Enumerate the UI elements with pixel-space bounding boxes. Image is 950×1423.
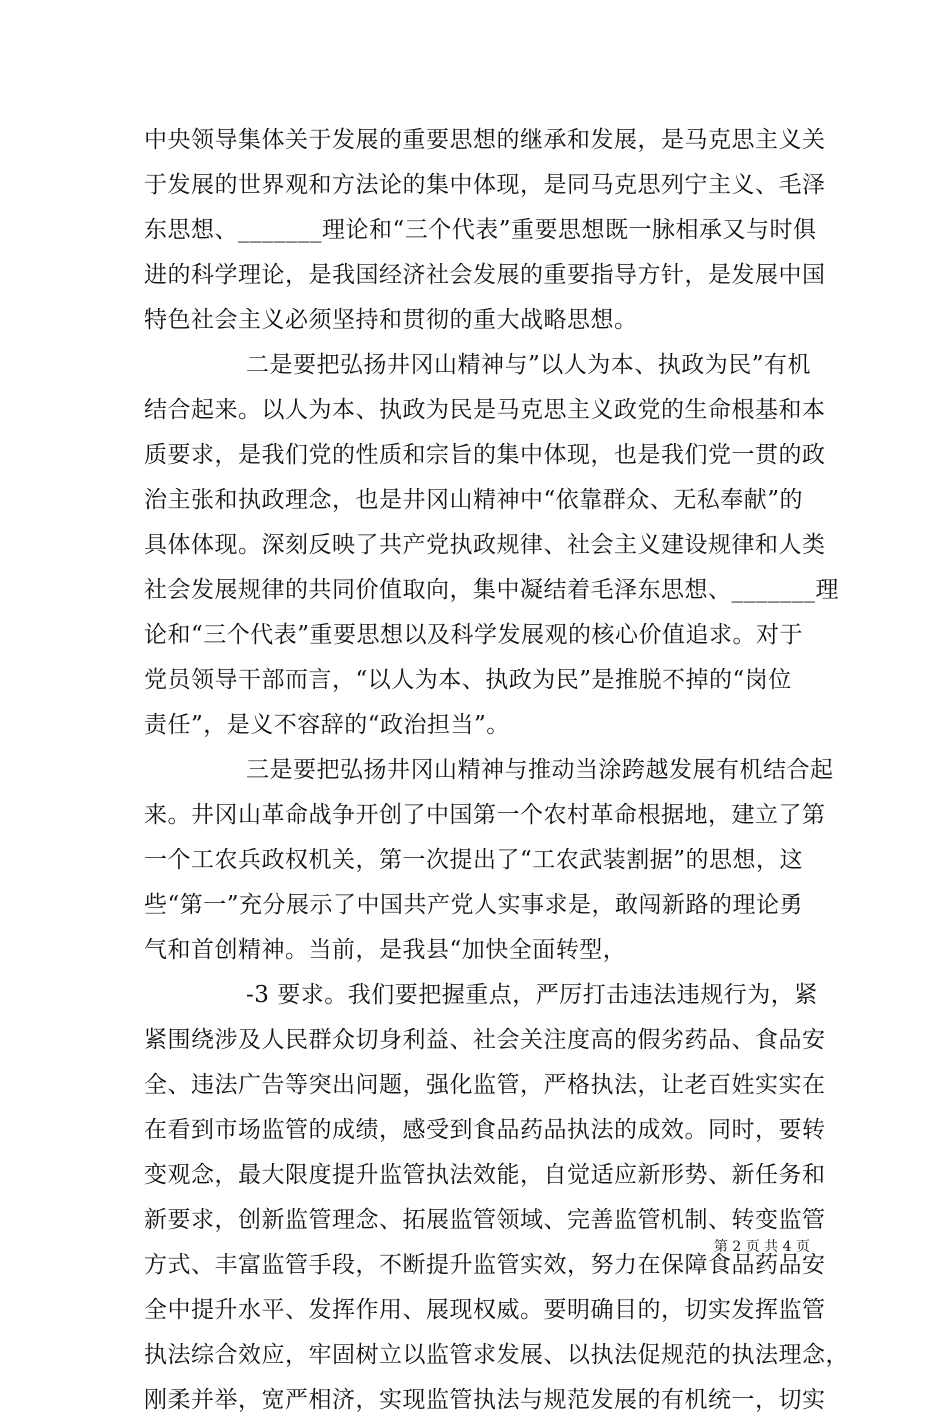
text-line: 新要求，创新监管理念、拓展监管领域、完善监管机制、转变监管	[144, 1207, 826, 1233]
text-line: 结合起来。以人为本、执政为民是马克思主义政党的生命根基和本	[144, 397, 826, 423]
text-line: 全中提升水平、发挥作用、展现权威。要明确目的，切实发挥监管	[144, 1297, 826, 1323]
text-line: 进的科学理论，是我国经济社会发展的重要指导方针，是发展中国	[144, 262, 826, 288]
text-line: 在看到市场监管的成绩，感受到食品药品执法的成效。同时，要转	[144, 1117, 826, 1143]
text-line: 于发展的世界观和方法论的集中体现，是同马克思列宁主义、毛泽	[144, 172, 826, 198]
text-line: 变观念，最大限度提升监管执法效能，自觉适应新形势、新任务和	[144, 1162, 826, 1188]
paragraph-start-line: 三是要把弘扬井冈山精神与推动当涂跨越发展有机结合起	[246, 757, 834, 783]
page-number-footer: 第 2 页 共 4 页	[713, 1239, 810, 1255]
text-line: 刚柔并举，宽严相济，实现监管执法与规范发展的有机统一，切实	[144, 1387, 826, 1413]
text-line: 治主张和执政理念，也是井冈山精神中“依靠群众、无私奉献”的	[144, 487, 804, 513]
text-line: 紧围绕涉及人民群众切身利益、社会关注度高的假劣药品、食品安	[144, 1027, 826, 1053]
paragraph-start-line: -3 要求。我们要把握重点，严厉打击违法违规行为，紧	[246, 982, 818, 1008]
text-line: 些“第一”充分展示了中国共产党人实事求是，敢闯新路的理论勇	[144, 892, 804, 918]
body-text	[144, 118, 849, 1423]
text-line: 具体体现。深刻反映了共产党执政规律、社会主义建设规律和人类	[144, 532, 826, 558]
text-line: 党员领导干部而言，“以人为本、执政为民”是推脱不掉的“岗位	[144, 667, 792, 693]
text-line: 一个工农兵政权机关，第一次提出了“工农武装割据”的思想，这	[144, 847, 804, 873]
text-line: 东思想、_______理论和“三个代表”重要思想既一脉相承又与时俱	[144, 217, 817, 243]
text-line: 质要求，是我们党的性质和宗旨的集中体现，也是我们党一贯的政	[144, 442, 826, 468]
text-line: 方式、丰富监管手段，不断提升监管实效，努力在保障食品药品安	[144, 1252, 826, 1278]
text-line: 特色社会主义必须坚持和贯彻的重大战略思想。	[144, 307, 638, 333]
paragraph-start-line: 二是要把弘扬井冈山精神与”以人为本、执政为民”有机	[246, 352, 812, 378]
text-line: 来。井冈山革命战争开创了中国第一个农村革命根据地，建立了第	[144, 802, 826, 828]
text-line: 论和“三个代表”重要思想以及科学发展观的核心价值追求。对于	[144, 622, 804, 648]
text-line: 责任”，是义不容辞的“政治担当”。	[144, 712, 510, 738]
text-line: 气和首创精神。当前，是我县“加快全面转型，	[144, 937, 627, 963]
text-line: 全、违法广告等突出问题，强化监管，严格执法，让老百姓实实在	[144, 1072, 826, 1098]
text-line: 执法综合效应，牢固树立以监管求发展、以执法促规范的执法理念，	[144, 1342, 849, 1368]
text-line: 社会发展规律的共同价值取向，集中凝结着毛泽东思想、_______理	[144, 577, 839, 603]
text-line: 中央领导集体关于发展的重要思想的继承和发展，是马克思主义关	[144, 127, 826, 153]
